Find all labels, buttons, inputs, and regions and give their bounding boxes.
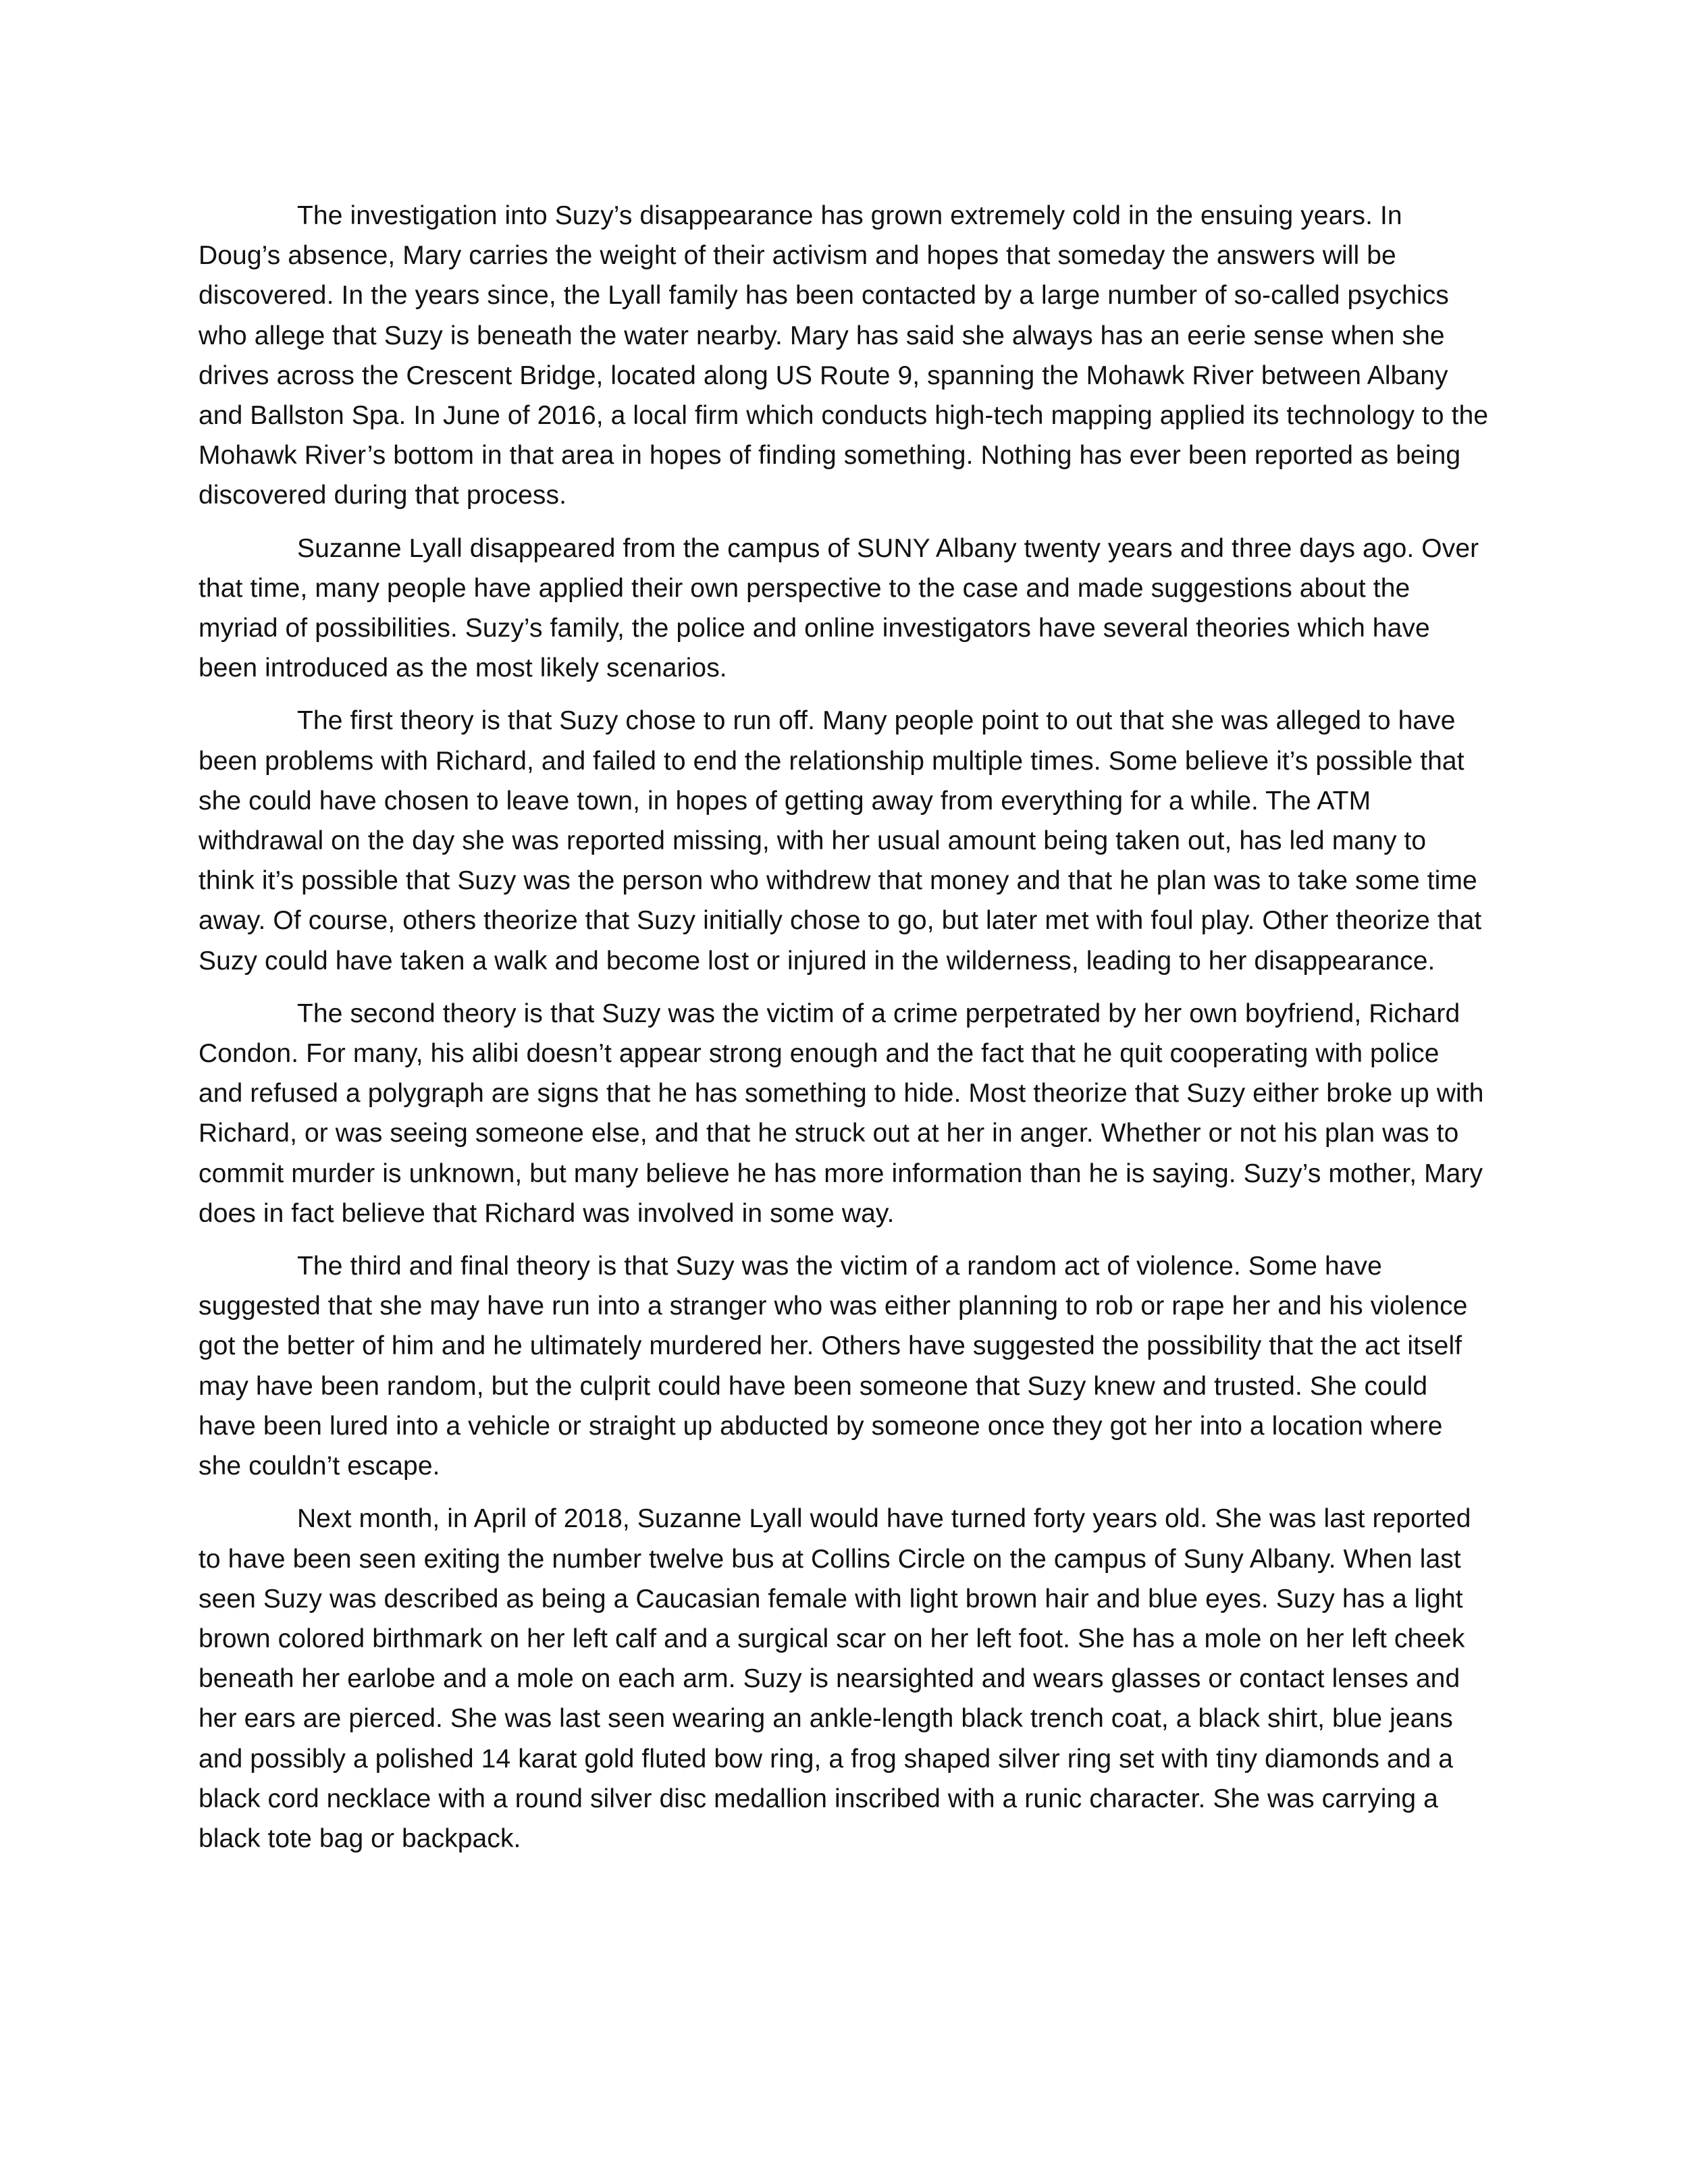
paragraph-disappearance-overview: Suzanne Lyall disappeared from the campus of SUNY Albany twenty years and three days ago. Over that time, many people have applied their own perspective to the case and made suggestions about the myriad of possibilities. Suzy’s family, the police and online investigators have several theories which have been introduced as the most likely scenarios. (199, 533, 1479, 683)
paragraph-description: Next month, in April of 2018, Suzanne Lyall would have turned forty years old. She was last reported to have been seen exiting the number twelve bus at Collins Circle on the campus of Suny Albany. When last seen Suzy was described as being a Caucasian female with light brown hair and blue eyes. Suzy has a light brown colored birthmark on her left calf and a surgical scar on her left foot. She has a mole on her left cheek beneath her earlobe and a mole on each arm. Suzy is nearsighted and wears glasses or contact lenses and her ears are pierced. She was last seen wearing an ankle-length black trench coat, a black shirt, blue jeans and possibly a polished 14 karat gold fluted bow ring, a frog shaped silver ring set with tiny diamonds and a black cord necklace with a round silver disc medallion inscribed with a runic character. She was carrying a black tote bag or backpack. (199, 1504, 1471, 1853)
paragraph-first-theory: The first theory is that Suzy chose to run off. Many people point to out that she was alleged to have been problems with Richard, and failed to end the relationship multiple times. Some believe it’s possible that she could have chosen to leave town, in hopes of getting away from everything for a while. The ATM withdrawal on the day she was reported missing, with her usual amount being taken out, has led many to think it’s possible that Suzy was the person who withdrew that money and that he plan was to take some time away. Of course, others theorize that Suzy initially chose to go, but later met with foul play. Other theorize that Suzy could have taken a walk and become lost or injured in the wilderness, leading to her disappearance. (199, 706, 1482, 976)
paragraph-second-theory: The second theory is that Suzy was the victim of a crime perpetrated by her own boyfriend, Richard Condon. For many, his alibi doesn’t appear strong enough and the fact that he quit cooperating with police and refused a polygraph are signs that he has something to hide. Most theorize that Suzy either broke up with Richard, or was seeing someone else, and that he struck out at her in anger. Whether or not his plan was to commit murder is unknown, but many believe he has more information than he is saying. Suzy’s mother, Mary does in fact believe that Richard was involved in some way. (199, 998, 1484, 1228)
paragraph-third-theory: The third and final theory is that Suzy was the victim of a random act of violence. Some have suggested that she may have run into a stranger who was either planning to rob or rape her and his violence got the better of him and he ultimately murdered her. Others have suggested the possibility that the act itself may have been random, but the culprit could have been someone that Suzy knew and trusted. She could have been lured into a vehicle or straight up abducted by someone once they got her into a location where she couldn’t escape. (199, 1252, 1468, 1481)
paragraph-investigation-cold: The investigation into Suzy’s disappearance has grown extremely cold in the ensuing years. In Doug’s absence, Mary carries the weight of their activism and hopes that someday the answers will be discovered. In the years since, the Lyall family has been contacted by a large number of so-called psychics who allege that Suzy is beneath the water nearby. Mary has said she always has an eerie sense when she drives across the Crescent Bridge, located along US Route 9, spanning the Mohawk River between Albany and Ballston Spa. In June of 2016, a local firm which conducts high-tech mapping applied its technology to the Mohawk River’s bottom in that area in hopes of finding something. Nothing has ever been reported as being discovered during that process. (199, 201, 1489, 510)
document-body (199, 196, 1489, 1871)
